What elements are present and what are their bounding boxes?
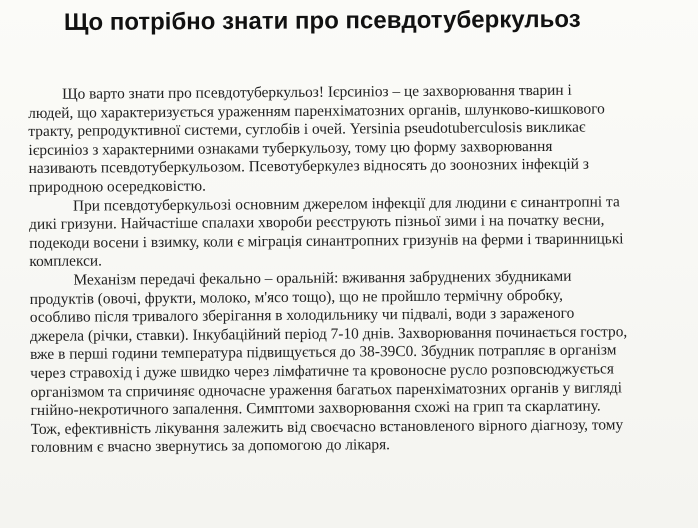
text-line: Тож, ефективність лікування залежить від своєчасно встановленого вірного діагнозу, тому bbox=[30, 416, 624, 438]
document-title: Що потрібно знати про псевдотуберкульоз bbox=[63, 5, 581, 36]
text-line: організмом та спричиняє одночасне ураження багатьох паренхіматозних органів у вигляді bbox=[30, 378, 623, 401]
text-line: Механізм передачі фекально – оральній: вживання забруднених збудниками bbox=[73, 267, 572, 289]
text-line: гнійно-некротичного запалення. Симптоми захворювання схожі на грип та скарлатину. bbox=[30, 397, 601, 420]
text-line: При псевдотуберкульозі основним джерелом інфекції для людини є синантропні та bbox=[72, 192, 620, 215]
text-line: особливо після тривалого зберігання в холодильнику чи підвалі, води з зараженого bbox=[29, 304, 575, 327]
text-line: вже в перші години температура підвищується до 38-39С0. Збудник потрапляє в організм bbox=[30, 341, 617, 364]
text-line: комплекси. bbox=[29, 252, 103, 271]
text-line: природною осередковістю. bbox=[28, 177, 207, 196]
text-line: Що варто знати про псевдотуберкульоз! Ієрсиніоз – це захворювання тварин і bbox=[61, 81, 572, 103]
text-line: джерела (річки, ставки). Інкубаційний період 7-10 днів. Захворювання починається гостро, bbox=[29, 323, 628, 345]
document-body bbox=[28, 81, 671, 458]
text-line: називають псевдотуберкульозом. Псевотуберкулез відносять до зоонозних інфекцій з bbox=[28, 155, 589, 178]
text-line: людей, що характеризується ураженням паренхіматозних органів, шлунково-кишкового bbox=[28, 100, 605, 122]
text-line: тракту, репродуктивної системи, суглобів і очей. Yersinia pseudotuberculosis викликає bbox=[28, 118, 586, 141]
text-line: ієрсиніоз з характерними ознаками туберкульозу, тому цю форму захворювання bbox=[28, 137, 553, 159]
text-line: через стравохід і дуже швидко через лімфатичне та кровоносне русло розповсюджується bbox=[30, 360, 614, 382]
text-line: головним є вчасно звернутись за допомогою до лікаря. bbox=[30, 436, 391, 457]
text-line: дикі гризуни. Найчастіше спалахи хвороби реєструють пізньої зими і на початку весни, bbox=[29, 211, 605, 234]
text-line: продуктів (овочі, фрукти, молоко, м'ясо тощо), що не пройшло термічну обробку, bbox=[29, 286, 563, 308]
text-line: подекоди восени і взимку, коли є міграція синантропних гризунів на ферми і тваринницькі bbox=[29, 230, 624, 252]
